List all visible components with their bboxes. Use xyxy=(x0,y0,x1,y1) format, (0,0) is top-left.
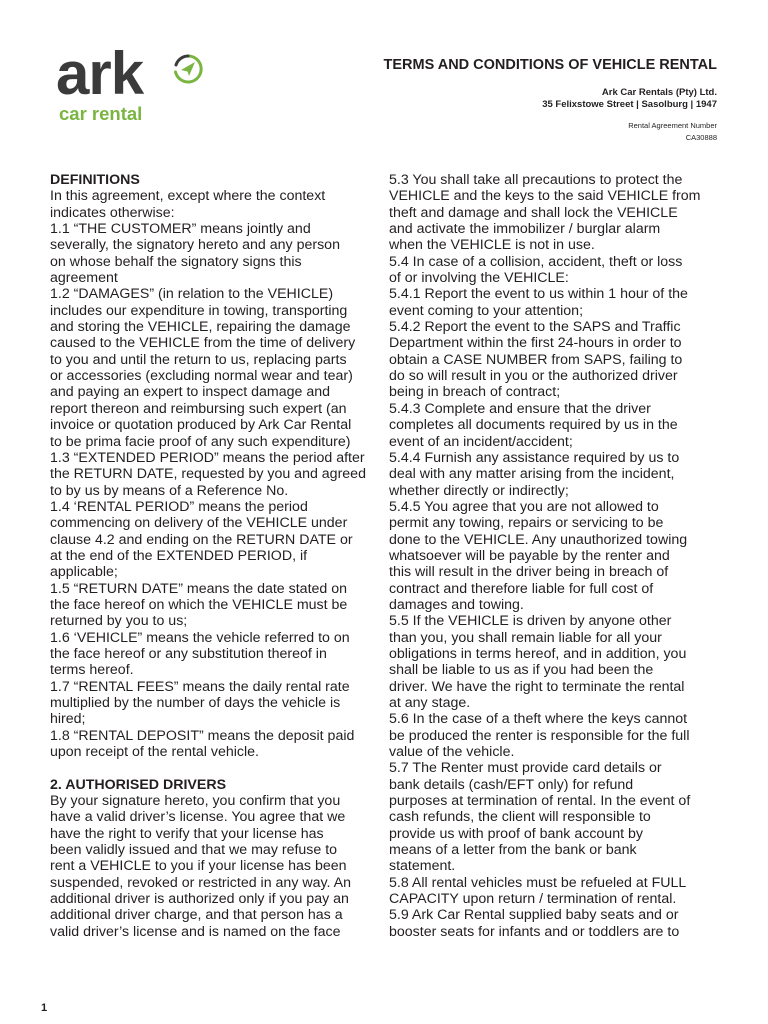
text-line: event of an incident/accident; xyxy=(389,433,573,450)
text-line: on whose behalf the signatory signs this xyxy=(50,253,302,270)
text-line: caused to the VEHICLE from the time of delivery xyxy=(50,335,356,352)
text-line: be produced the renter is responsible for the full xyxy=(389,727,690,744)
text-line: 5.7 The Renter must provide card details or xyxy=(389,760,662,777)
text-line: when the VEHICLE is not in use. xyxy=(389,237,595,254)
text-line: cash refunds, the client will responsible to xyxy=(389,809,651,826)
text-line: booster seats for infants and or toddlers are to xyxy=(389,923,680,940)
text-line: 5.4.3 Complete and ensure that the driver xyxy=(389,400,651,417)
text-line: been validly issued and that we may refuse to xyxy=(50,842,338,859)
text-line: than you, you shall remain liable for all your xyxy=(389,629,662,646)
text-line: agreement xyxy=(50,270,118,287)
text-line: means of a letter from the bank or bank xyxy=(389,842,637,859)
text-line: returned by you to us; xyxy=(50,613,188,630)
text-line: terms hereof. xyxy=(50,662,134,679)
text-line: completes all documents required by us in the xyxy=(389,417,678,434)
company-logo xyxy=(56,40,206,127)
text-line: 1.2 “DAMAGES” (in relation to the VEHICLE) xyxy=(50,286,334,303)
right-text-column xyxy=(389,172,721,940)
text-line: 5.4.2 Report the event to the SAPS and Traffic xyxy=(389,319,681,336)
text-line: the face hereof or any substitution thereof in xyxy=(50,645,327,662)
text-line: driver. We have the right to terminate the rental xyxy=(389,678,685,695)
text-line: damages and towing. xyxy=(389,596,524,613)
text-line: statement. xyxy=(389,858,456,875)
text-line: invoice or quotation produced by Ark Car Rental xyxy=(50,417,352,434)
document-title: TERMS AND CONDITIONS OF VEHICLE RENTAL xyxy=(383,57,717,73)
text-line: and activate the immobilizer / burglar alarm xyxy=(389,221,661,238)
text-line: multiplied by the number of days the vehicle is xyxy=(50,695,341,711)
text-line: 5.5 If the VEHICLE is driven by anyone other xyxy=(389,613,672,630)
agreement-number-value: CA30888 xyxy=(685,133,717,142)
text-line: of or involving the VEHICLE: xyxy=(389,270,569,287)
text-line: includes our expenditure in towing, transporting xyxy=(50,302,348,319)
text-line: provide us with proof of bank account by xyxy=(389,825,643,842)
text-line: 1.8 “RENTAL DEPOSIT” means the deposit paid xyxy=(50,727,355,744)
text-line: obligations in terms hereof, and in addition, you xyxy=(389,645,687,662)
section-heading: 2. AUTHORISED DRIVERS xyxy=(50,776,227,793)
text-line: rent a VEHICLE to you if your license has been xyxy=(50,858,347,875)
text-line: 5.4.5 You agree that you are not allowed to xyxy=(389,498,659,515)
text-line: 1.6 ‘VEHICLE” means the vehicle referred to on xyxy=(50,629,350,646)
navigation-arrow-icon xyxy=(172,53,204,85)
page-number: 1 xyxy=(41,1002,48,1014)
text-line: whether directly or indirectly; xyxy=(389,482,569,499)
text-line: have a valid driver’s license. You agree that we xyxy=(50,809,346,826)
text-line: do so will result in you or the authorized driver xyxy=(389,368,678,385)
left-text-column xyxy=(50,172,385,940)
text-line: being in breach of contract; xyxy=(389,384,561,401)
text-line: 1.3 “EXTENDED PERIOD” means the period after xyxy=(50,449,365,466)
text-line: 5.3 You shall take all precautions to protect the xyxy=(389,172,683,188)
text-line: done to the VEHICLE. Any unauthorized towing xyxy=(389,531,688,548)
text-line: 5.4.4 Furnish any assistance required by us to xyxy=(389,449,680,466)
text-line: By your signature hereto, you confirm that you xyxy=(50,793,341,810)
text-line: to by us by means of a Reference No. xyxy=(50,482,289,499)
text-line: 1.5 “RETURN DATE” means the date stated on xyxy=(50,580,348,597)
text-line: at any stage. xyxy=(389,695,471,711)
text-line: contract and therefore liable for full cost of xyxy=(389,580,654,597)
text-line: additional driver is authorized only if you pay an xyxy=(50,891,349,908)
text-line: indicates otherwise: xyxy=(50,204,175,221)
text-line: VEHICLE and the keys to the said VEHICLE from xyxy=(389,188,701,205)
text-line: at the end of the EXTENDED PERIOD, if xyxy=(50,547,308,564)
text-line: additional driver charge, and that person has a xyxy=(50,907,343,924)
text-line: 5.9 Ark Car Rental supplied baby seats and or xyxy=(389,907,679,924)
text-line: upon receipt of the rental vehicle. xyxy=(50,744,260,761)
text-line: In this agreement, except where the context xyxy=(50,188,326,205)
agreement-number-label: Rental Agreement Number xyxy=(628,121,717,130)
text-line: value of the vehicle. xyxy=(389,744,515,761)
text-line: have the right to verify that your license has xyxy=(50,825,324,842)
text-line: report thereon and reimbursing such expert (an xyxy=(50,400,347,417)
text-line: or accessories (excluding normal wear and tear) xyxy=(50,368,353,385)
text-line: to you and until the return to us, replacing parts xyxy=(50,351,347,368)
text-line: obtain a CASE NUMBER from SAPS, failing to xyxy=(389,351,683,368)
text-line: the face hereof on which the VEHICLE must be xyxy=(50,596,348,613)
text-line: suspended, revoked or restricted in any way. An xyxy=(50,874,351,891)
text-line: theft and damage and shall lock the VEHICLE xyxy=(389,204,678,221)
text-line: purposes at termination of rental. In the event of xyxy=(389,793,691,810)
text-line: 5.6 In the case of a theft where the keys cannot xyxy=(389,711,688,728)
text-line: 5.4.1 Report the event to us within 1 hour of the xyxy=(389,286,688,303)
text-line: shall be liable to us as if you had been the xyxy=(389,662,654,679)
text-line: and storing the VEHICLE, repairing the damage xyxy=(50,319,351,336)
text-line: whatsoever will be payable by the renter and xyxy=(389,547,670,564)
text-line: deal with any matter arising from the incident, xyxy=(389,466,675,483)
text-line: severally, the signatory hereto and any person xyxy=(50,237,340,254)
text-line: hired; xyxy=(50,711,86,728)
text-line: 1.7 “RENTAL FEES” means the daily rental rate xyxy=(50,678,350,695)
text-line: this will result in the driver being in breach of xyxy=(389,564,669,581)
section-heading: DEFINITIONS xyxy=(50,172,140,188)
text-line: the RETURN DATE, requested by you and agreed xyxy=(50,466,366,483)
text-line: 5.4 In case of a collision, accident, theft or loss xyxy=(389,253,683,270)
logo-wordmark: ark xyxy=(56,40,144,107)
text-line: to be prima facie proof of any such expenditure) xyxy=(50,433,351,450)
paragraph-gap xyxy=(50,760,385,776)
text-line: 1.4 ‘RENTAL PERIOD” means the period xyxy=(50,498,308,515)
text-line: 5.8 All rental vehicles must be refueled at FULL xyxy=(389,874,687,891)
company-name: Ark Car Rentals (Pty) Ltd. xyxy=(601,87,717,98)
text-line: clause 4.2 and ending on the RETURN DATE or xyxy=(50,531,353,548)
text-line: CAPACITY upon return / termination of rental. xyxy=(389,891,677,908)
logo-tagline: car rental xyxy=(59,103,143,124)
text-line: Department within the first 24-hours in order to xyxy=(389,335,682,352)
text-line: applicable; xyxy=(50,564,118,581)
text-line: and paying an expert to inspect damage and xyxy=(50,384,331,401)
text-line: bank details (cash/EFT only) for refund xyxy=(389,776,634,793)
text-line: permit any towing, repairs or servicing to be xyxy=(389,515,664,532)
text-line: event coming to your attention; xyxy=(389,302,584,319)
text-line: 1.1 “THE CUSTOMER” means jointly and xyxy=(50,221,311,238)
text-line: valid driver’s license and is named on the face xyxy=(50,923,341,940)
company-address: 35 Felixstowe Street | Sasolburg | 1947 xyxy=(542,99,717,110)
text-line: commencing on delivery of the VEHICLE under xyxy=(50,515,348,532)
